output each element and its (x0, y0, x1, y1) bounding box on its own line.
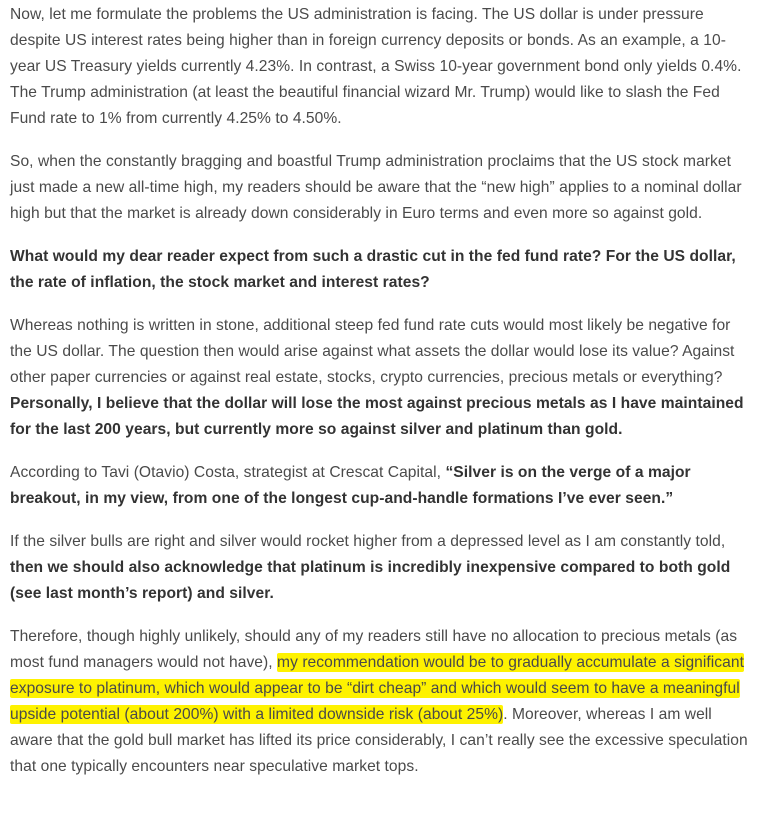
paragraph-silver-bulls (10, 529, 752, 607)
highlighted-recommendation: my recommendation would be to gradually accumulate a significant exposure to platinum, which would appear to be “dirt cheap” and which would seem to have a meaningful upside potential (about 200%) with a limited downside risk (about 25%) (10, 654, 744, 723)
quote-text: “Silver is on the verge of a major breakout, in my view, from one of the longest cup-and-handle formations I’ve ever seen.” (10, 464, 691, 507)
paragraph-rate-cuts (10, 313, 752, 443)
paragraph-text-continued: . Moreover, whereas I am well aware that the gold bull market has lifted its price considerably, I can’t really see the excessive speculation that one typically encounters near speculative market tops. (10, 706, 748, 775)
paragraph-recommendation (10, 624, 752, 780)
paragraph-text: Whereas nothing is written in stone, additional steep fed fund rate cuts would most likely be negative for the US dollar. The question then would arise against what assets the dollar would lose its value? Against other paper currencies or against real estate, stocks, crypto currencies, precious metals or everything? (10, 317, 735, 386)
paragraph-us-administration-problems (10, 2, 752, 132)
paragraph-new-high (10, 149, 752, 227)
paragraph-bold-text: then we should also acknowledge that platinum is incredibly inexpensive compared to both gold (see last month’s report) and silver. (10, 559, 731, 602)
paragraph-text: So, when the constantly bragging and boastful Trump administration proclaims that the US stock market just made a new all-time high, my readers should be aware that the “new high” applies to a nominal dollar high but that the market is already down considerably in Euro terms and even more so against gold. (10, 153, 742, 222)
paragraph-bold-text: Personally, I believe that the dollar will lose the most against precious metals as I have maintained for the last 200 years, but currently more so against silver and platinum than gold. (10, 395, 744, 438)
paragraph-text: Therefore, though highly unlikely, should any of my readers still have no allocation to precious metals (as most fund managers would not have), (10, 628, 738, 671)
paragraph-text: Now, let me formulate the problems the US administration is facing. The US dollar is under pressure despite US interest rates being higher than in foreign currency deposits or bonds. As an example, a 10-year US Treasury yields currently 4.23%. In contrast, a Swiss 10-year government bond only yields 0.4%. The Trump administration (at least the beautiful financial wizard Mr. Trump) would like to slash the Fed Fund rate to 1% from currently 4.25% to 4.50%. (10, 6, 742, 127)
paragraph-text: According to Tavi (Otavio) Costa, strategist at Crescat Capital, (10, 464, 446, 481)
paragraph-text: If the silver bulls are right and silver would rocket higher from a depressed level as I am constantly told, (10, 533, 726, 550)
paragraph-costa-quote (10, 460, 752, 512)
paragraph-text: What would my dear reader expect from such a drastic cut in the fed fund rate? For the US dollar, the rate of inflation, the stock market and interest rates? (10, 248, 736, 291)
paragraph-reader-question (10, 244, 752, 296)
